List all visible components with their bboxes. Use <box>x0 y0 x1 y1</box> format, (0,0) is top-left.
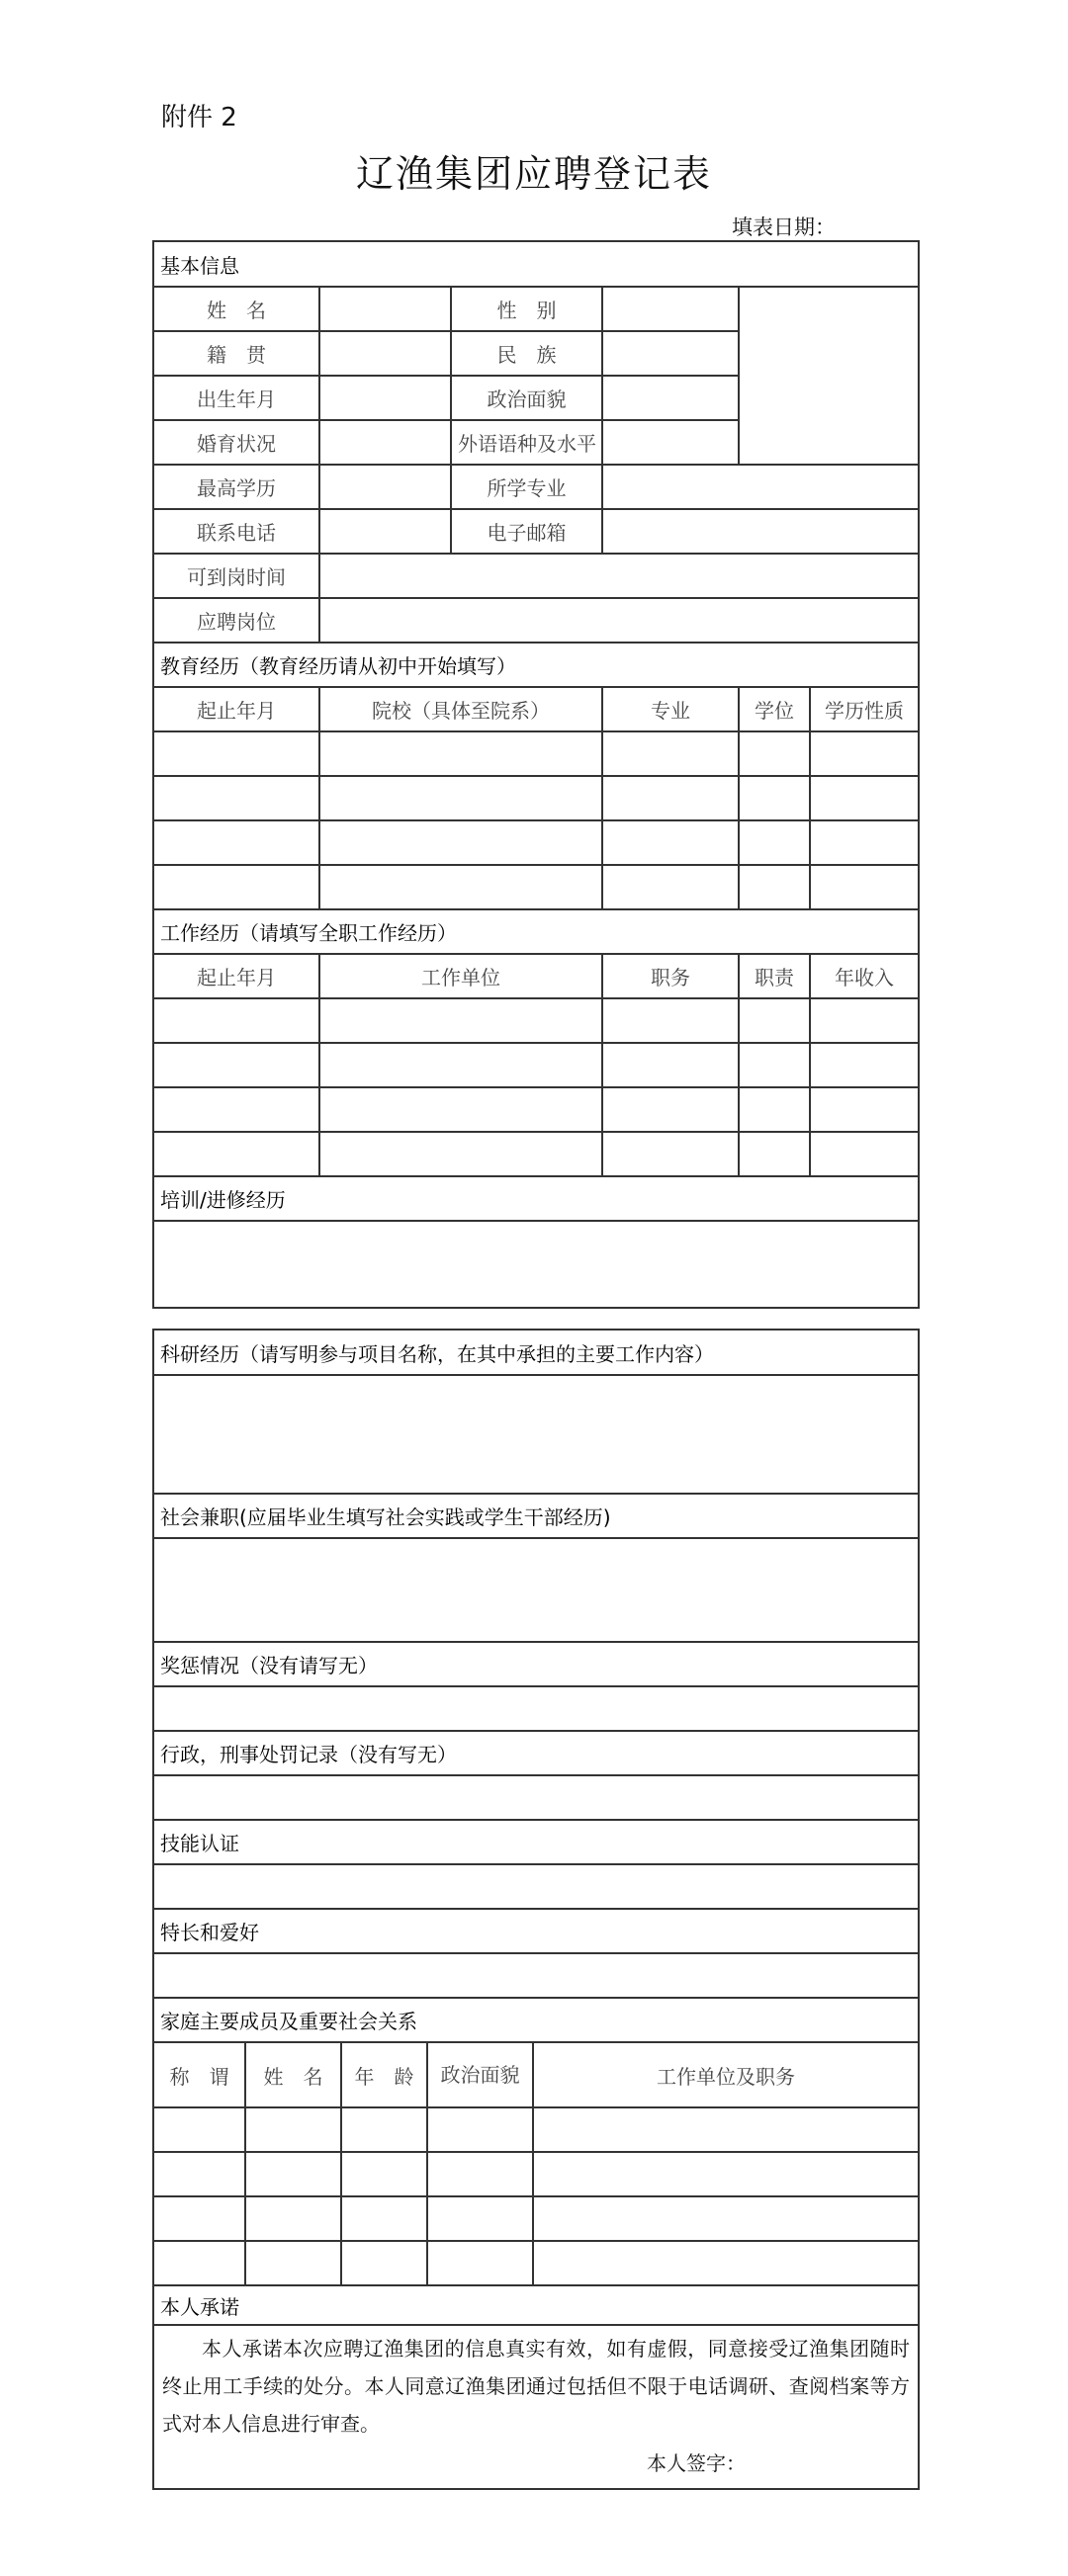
work-header-duty: 职责 <box>739 954 810 998</box>
section-training: 培训/进修经历 <box>153 1176 919 1221</box>
family-header-relation: 称 谓 <box>153 2042 245 2107</box>
edu-type-cell[interactable] <box>810 731 919 776</box>
section-research: 科研经历（请写明参与项目名称，在其中承担的主要工作内容） <box>153 1330 919 1375</box>
family-row <box>153 2152 919 2196</box>
family-row <box>153 2241 919 2285</box>
family-relation-cell[interactable] <box>153 2241 245 2285</box>
section-work: 工作经历（请填写全职工作经历） <box>153 909 919 954</box>
family-header-employer: 工作单位及职务 <box>533 2042 919 2107</box>
highest-education-input[interactable] <box>319 465 451 509</box>
family-header-political: 政治面貌 <box>427 2042 533 2107</box>
email-label: 电子邮箱 <box>451 509 602 554</box>
signature-label[interactable]: 本人签字： <box>647 2451 746 2475</box>
family-relation-cell[interactable] <box>153 2152 245 2196</box>
promise-block <box>153 2325 919 2489</box>
marital-status-label: 婚育状况 <box>153 420 319 465</box>
family-name-cell[interactable] <box>245 2107 341 2152</box>
section-promise: 本人承诺 <box>153 2285 919 2325</box>
work-row <box>153 1132 919 1176</box>
social-roles-input[interactable] <box>153 1538 919 1642</box>
family-political-cell[interactable] <box>427 2241 533 2285</box>
family-political-cell[interactable] <box>427 2152 533 2196</box>
position-label: 应聘岗位 <box>153 598 319 643</box>
work-row <box>153 1087 919 1132</box>
work-income-cell[interactable] <box>810 1132 919 1176</box>
section-education: 教育经历（教育经历请从初中开始填写） <box>153 643 919 687</box>
family-age-cell[interactable] <box>341 2107 427 2152</box>
work-header-employer: 工作单位 <box>319 954 602 998</box>
education-row <box>153 820 919 865</box>
email-input[interactable] <box>602 509 919 554</box>
family-relation-cell[interactable] <box>153 2196 245 2241</box>
photo-box[interactable] <box>739 287 919 465</box>
name-input[interactable] <box>319 287 451 331</box>
work-title-cell[interactable] <box>602 1043 739 1087</box>
work-period-cell[interactable] <box>153 1132 319 1176</box>
hobbies-input[interactable] <box>153 1953 919 1998</box>
family-row <box>153 2196 919 2241</box>
work-duty-cell[interactable] <box>739 998 810 1043</box>
edu-header-school: 院校（具体至院系） <box>319 687 602 731</box>
attachment-label: 附件 2 <box>161 103 237 132</box>
family-name-cell[interactable] <box>245 2152 341 2196</box>
available-time-input[interactable] <box>319 554 919 598</box>
edu-period-cell[interactable] <box>153 731 319 776</box>
family-header-name: 姓 名 <box>245 2042 341 2107</box>
work-header-title: 职务 <box>602 954 739 998</box>
form-table-part-2 <box>152 1329 920 2490</box>
edu-major-cell[interactable] <box>602 820 739 865</box>
awards-input[interactable] <box>153 1686 919 1731</box>
family-name-cell[interactable] <box>245 2196 341 2241</box>
work-duty-cell[interactable] <box>739 1087 810 1132</box>
edu-header-degree: 学位 <box>739 687 810 731</box>
fill-date-label: 填表日期： <box>732 215 836 239</box>
edu-school-cell[interactable] <box>319 776 602 820</box>
education-row <box>153 731 919 776</box>
edu-type-cell[interactable] <box>810 776 919 820</box>
work-title-cell[interactable] <box>602 1132 739 1176</box>
highest-education-label: 最高学历 <box>153 465 319 509</box>
family-employer-cell[interactable] <box>533 2241 919 2285</box>
work-row <box>153 998 919 1043</box>
edu-period-cell[interactable] <box>153 776 319 820</box>
phone-label: 联系电话 <box>153 509 319 554</box>
work-title-cell[interactable] <box>602 998 739 1043</box>
family-header-age: 年 龄 <box>341 2042 427 2107</box>
family-name-cell[interactable] <box>245 2241 341 2285</box>
gender-input[interactable] <box>602 287 739 331</box>
family-age-cell[interactable] <box>341 2152 427 2196</box>
family-row <box>153 2107 919 2152</box>
edu-major-cell[interactable] <box>602 865 739 909</box>
edu-degree-cell[interactable] <box>739 731 810 776</box>
family-political-cell[interactable] <box>427 2196 533 2241</box>
work-income-cell[interactable] <box>810 998 919 1043</box>
family-age-cell[interactable] <box>341 2196 427 2241</box>
edu-header-period: 起止年月 <box>153 687 319 731</box>
edu-school-cell[interactable] <box>319 731 602 776</box>
edu-degree-cell[interactable] <box>739 820 810 865</box>
section-hobbies: 特长和爱好 <box>153 1909 919 1953</box>
edu-major-cell[interactable] <box>602 731 739 776</box>
work-employer-cell[interactable] <box>319 1087 602 1132</box>
position-input[interactable] <box>319 598 919 643</box>
education-row <box>153 776 919 820</box>
edu-degree-cell[interactable] <box>739 865 810 909</box>
section-family: 家庭主要成员及重要社会关系 <box>153 1998 919 2042</box>
edu-type-cell[interactable] <box>810 820 919 865</box>
section-basic-info: 基本信息 <box>153 241 919 287</box>
family-employer-cell[interactable] <box>533 2196 919 2241</box>
available-time-label: 可到岗时间 <box>153 554 319 598</box>
work-employer-cell[interactable] <box>319 1132 602 1176</box>
edu-school-cell[interactable] <box>319 865 602 909</box>
family-age-cell[interactable] <box>341 2241 427 2285</box>
edu-major-cell[interactable] <box>602 776 739 820</box>
work-income-cell[interactable] <box>810 1043 919 1087</box>
work-period-cell[interactable] <box>153 1087 319 1132</box>
phone-input[interactable] <box>319 509 451 554</box>
work-title-cell[interactable] <box>602 1087 739 1132</box>
section-awards: 奖惩情况（没有请写无） <box>153 1642 919 1686</box>
family-employer-cell[interactable] <box>533 2107 919 2152</box>
work-employer-cell[interactable] <box>319 998 602 1043</box>
birth-date-label: 出生年月 <box>153 376 319 420</box>
work-header-income: 年收入 <box>810 954 919 998</box>
language-level-input[interactable] <box>602 420 739 465</box>
work-income-cell[interactable] <box>810 1087 919 1132</box>
family-relation-cell[interactable] <box>153 2107 245 2152</box>
gender-label: 性 别 <box>451 287 602 331</box>
work-duty-cell[interactable] <box>739 1132 810 1176</box>
native-place-input[interactable] <box>319 331 451 376</box>
language-level-label: 外语语种及水平 <box>451 420 602 465</box>
research-input[interactable] <box>153 1375 919 1494</box>
edu-header-type: 学历性质 <box>810 687 919 731</box>
edu-type-cell[interactable] <box>810 865 919 909</box>
work-header-period: 起止年月 <box>153 954 319 998</box>
edu-school-cell[interactable] <box>319 820 602 865</box>
name-label: 姓 名 <box>153 287 319 331</box>
section-penalty-record: 行政，刑事处罚记录（没有写无） <box>153 1731 919 1775</box>
ethnicity-label: 民 族 <box>451 331 602 376</box>
education-row <box>153 865 919 909</box>
edu-header-major: 专业 <box>602 687 739 731</box>
edu-period-cell[interactable] <box>153 820 319 865</box>
section-skills: 技能认证 <box>153 1820 919 1864</box>
section-social-roles: 社会兼职(应届毕业生填写社会实践或学生干部经历) <box>153 1494 919 1538</box>
major-input[interactable] <box>602 465 919 509</box>
work-period-cell[interactable] <box>153 998 319 1043</box>
birth-date-input[interactable] <box>319 376 451 420</box>
page-title: 辽渔集团应聘登记表 <box>355 152 712 196</box>
penalty-record-input[interactable] <box>153 1775 919 1820</box>
form-table-part-1 <box>152 240 920 1309</box>
work-row <box>153 1043 919 1087</box>
training-input[interactable] <box>153 1221 919 1308</box>
political-status-label: 政治面貌 <box>451 376 602 420</box>
work-period-cell[interactable] <box>153 1043 319 1087</box>
work-employer-cell[interactable] <box>319 1043 602 1087</box>
major-label: 所学专业 <box>451 465 602 509</box>
marital-status-input[interactable] <box>319 420 451 465</box>
political-status-input[interactable] <box>602 376 739 420</box>
skills-input[interactable] <box>153 1864 919 1909</box>
edu-period-cell[interactable] <box>153 865 319 909</box>
promise-text: 本人承诺本次应聘辽渔集团的信息真实有效，如有虚假，同意接受辽渔集团随时终止用工手续的处分。本人同意辽渔集团通过包括但不限于电话调研、查阅档案等方式对本人信息进行审查。 <box>162 2337 911 2436</box>
family-political-cell[interactable] <box>427 2107 533 2152</box>
edu-degree-cell[interactable] <box>739 776 810 820</box>
family-employer-cell[interactable] <box>533 2152 919 2196</box>
work-duty-cell[interactable] <box>739 1043 810 1087</box>
native-place-label: 籍 贯 <box>153 331 319 376</box>
ethnicity-input[interactable] <box>602 331 739 376</box>
